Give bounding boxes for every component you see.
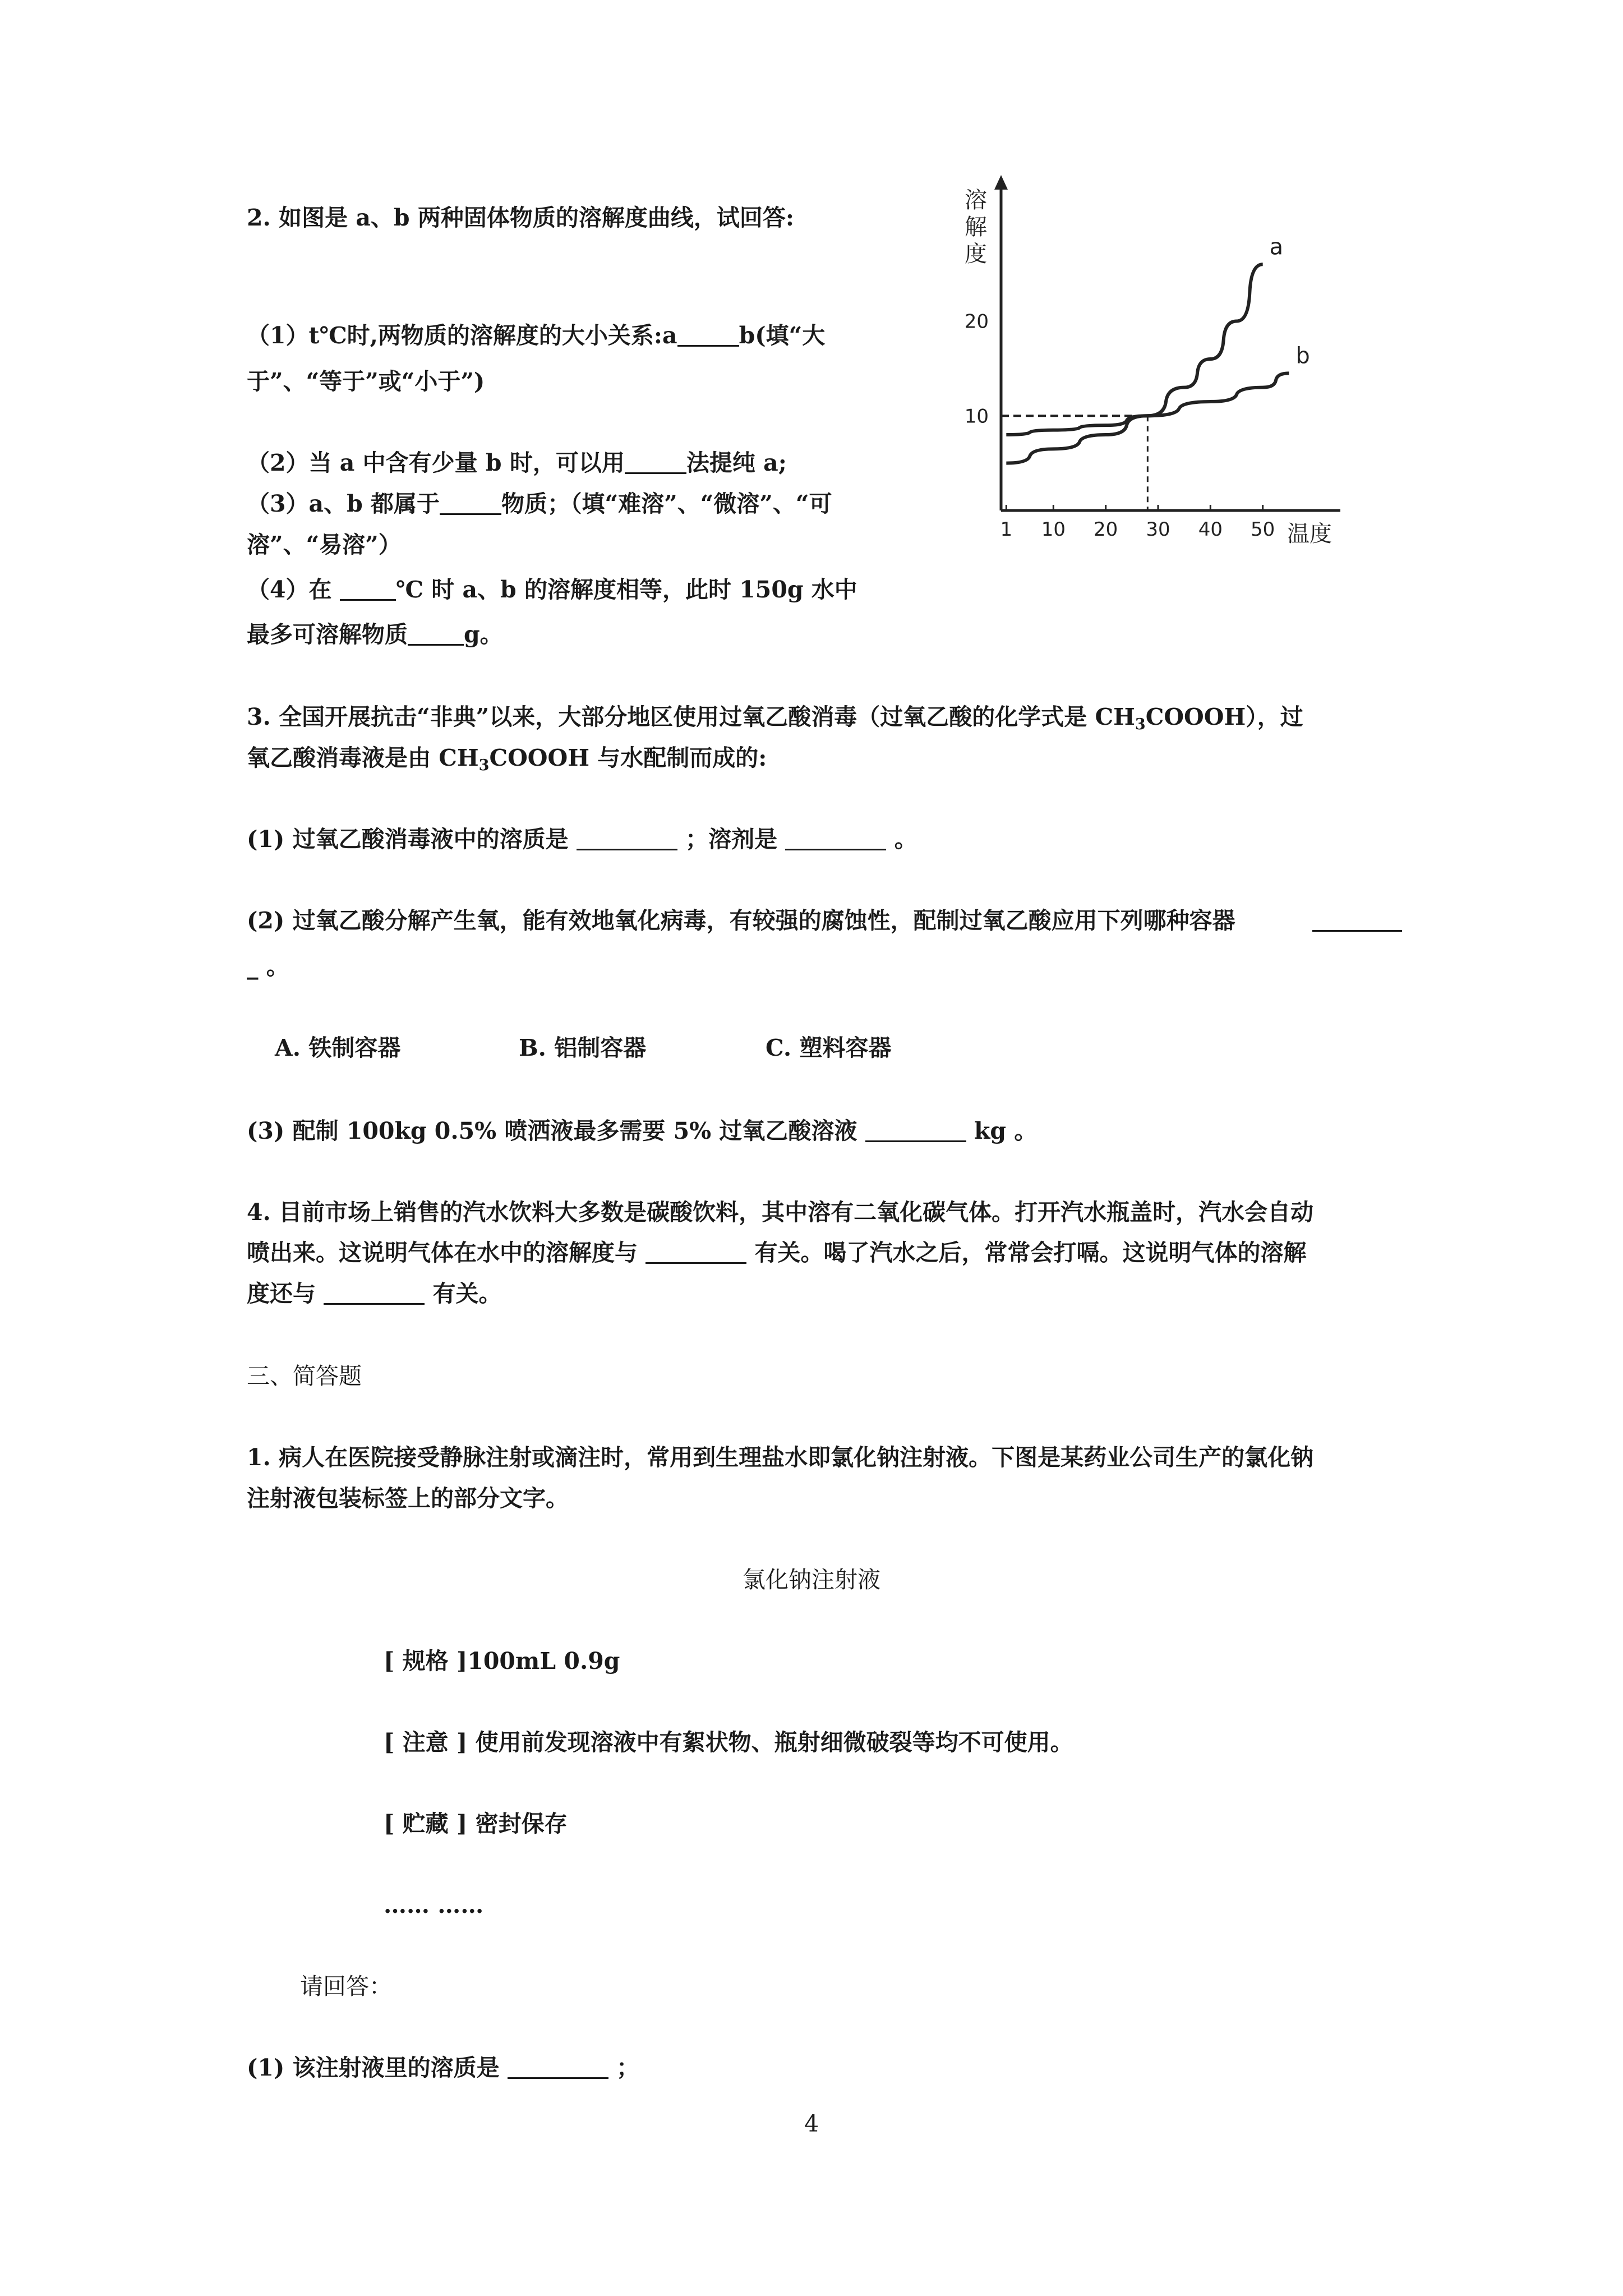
x-tick-label: 20 — [1094, 518, 1118, 541]
page-number: 4 — [804, 2110, 819, 2137]
answer-blank[interactable] — [1312, 908, 1402, 932]
y-axis-label: 溶解度 — [965, 187, 987, 267]
answer-blank[interactable] — [625, 450, 686, 474]
q3-title-line1: 3. 全国开展抗击“非典”以来，大部分地区使用过氧乙酸消毒（过氧乙酸的化学式是 $CH_3COOOH$），过 — [247, 703, 1303, 733]
option-b: B. 铝制容器 — [519, 1034, 647, 1061]
answer-blank[interactable] — [408, 622, 464, 646]
q2-part2: （2）当 a 中含有少量 b 时，可以用 法提纯 a; — [247, 449, 787, 476]
q2-part3-cont: 溶”、“易溶”） — [247, 531, 402, 558]
answer-blank[interactable] — [340, 577, 396, 601]
x-tick-label: 50 — [1251, 518, 1275, 541]
q3-sub1: (1) 过氧乙酸消毒液中的溶质是 ；溶剂是 。 — [247, 826, 917, 853]
x-tick-label: 30 — [1146, 518, 1170, 541]
q2-part4: （4）在 ℃ 时 a、b 的溶解度相等，此时 150g 水中 — [247, 576, 857, 603]
label-note: [ 注意 ] 使用前发现溶液中有絮状物、瓶射细微破裂等均不可使用。 — [384, 1729, 1073, 1756]
option-a: A. 铁制容器 — [275, 1034, 401, 1061]
x-axis-label: 温度 — [1287, 521, 1332, 547]
s3q1-line2: 注射液包装标签上的部分文字。 — [247, 1485, 569, 1512]
label-title: 氯化钠注射液 — [743, 1566, 880, 1593]
option-c: C. 塑料容器 — [766, 1034, 892, 1061]
answer-blank[interactable] — [508, 2055, 608, 2079]
chart-axes — [994, 175, 1340, 510]
q2-part4-cont: 最多可溶解物质 g。 — [247, 621, 503, 648]
q2-part1-cont: 于”、“等于”或“小于”) — [247, 368, 485, 395]
x-tick-label: 10 — [1041, 518, 1066, 541]
y-tick-label: 10 — [964, 405, 989, 428]
label-spec: [ 规格 ]100mL 0.9g — [384, 1648, 620, 1674]
q2-title: 2. 如图是 a、b 两种固体物质的溶解度曲线，试回答: — [247, 204, 794, 231]
y-tick-label: 20 — [964, 310, 989, 333]
answer-blank[interactable] — [577, 826, 677, 850]
chart-series — [1006, 234, 1310, 463]
label-storage: [ 贮藏 ] 密封保存 — [384, 1810, 568, 1837]
series-label-a: a — [1269, 234, 1284, 260]
y-axis-arrow — [994, 175, 1008, 190]
q3-title-line2: 氧乙酸消毒液是由 $CH_3COOOH$ 与水配制而成的: — [247, 744, 767, 774]
please-answer: 请回答： — [300, 1973, 392, 2000]
q4-line1: 4. 目前市场上销售的汽水饮料大多数是碳酸饮料，其中溶有二氧化碳气体。打开汽水瓶盖时，汽水会自动 — [247, 1199, 1314, 1226]
q2-part3: （3）a、b 都属于 物质；（填“难溶”、“微溶”、“可 — [247, 490, 832, 517]
q4-line2: 喷出来。这说明气体在水中的溶解度与 有关。喝了汽水之后，常常会打嗝。这说明气体的溶解 — [247, 1239, 1307, 1266]
q3-sub2-end: _ 。 — [247, 953, 289, 980]
x-tick-label: 40 — [1198, 518, 1223, 541]
section-heading: 三、简答题 — [247, 1363, 362, 1389]
series-label-b: b — [1295, 343, 1310, 369]
x-tick-label: 1 — [1000, 518, 1013, 541]
curve-a — [1006, 264, 1262, 463]
q2-part1: （1）t℃时,两物质的溶解度的大小关系:a b(填“大 — [247, 322, 826, 349]
q3-sub3: (3) 配制 100kg 0.5% 喷洒液最多需要 5% 过氧乙酸溶液 kg 。 — [247, 1117, 1038, 1144]
q4-line3: 度还与 有关。 — [247, 1280, 502, 1307]
s3q1-answer1: (1) 该注射液里的溶质是 ； — [247, 2054, 640, 2081]
solubility-chart — [953, 174, 1346, 567]
curve-b — [1006, 373, 1289, 435]
s3q1-line1: 1. 病人在医院接受静脉注射或滴注时，常用到生理盐水即氯化钠注射液。下图是某药业公司生产的氯化钠 — [247, 1444, 1314, 1471]
answer-blank[interactable] — [677, 323, 739, 347]
answer-blank[interactable] — [865, 1118, 966, 1142]
answer-blank[interactable] — [785, 826, 886, 850]
q3-sub2: (2) 过氧乙酸分解产生氧，能有效地氧化病毒，有较强的腐蚀性，配制过氧乙酸应用下列哪种容器 — [247, 907, 1235, 934]
label-ellipsis: …… …… — [384, 1892, 484, 1918]
answer-blank[interactable] — [440, 491, 501, 515]
answer-blank[interactable] — [645, 1240, 746, 1264]
answer-blank[interactable] — [324, 1281, 425, 1305]
